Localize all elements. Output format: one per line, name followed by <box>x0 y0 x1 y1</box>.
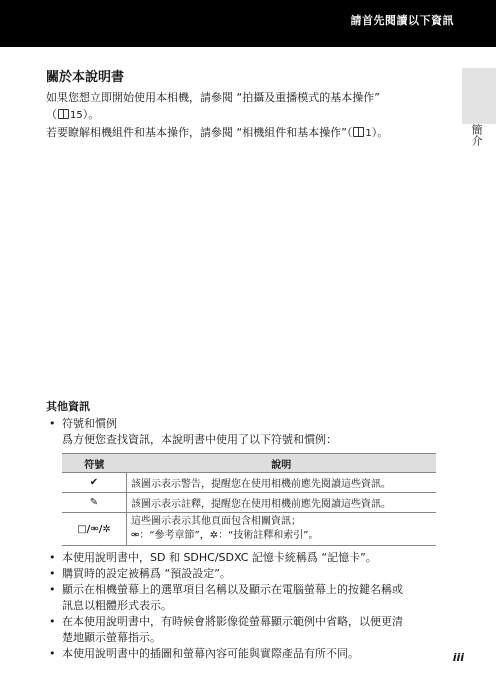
page-number: iii <box>452 651 464 664</box>
reference-icons: □/⚮/✲ <box>62 513 127 546</box>
about-paragraph-2: 若要瞭解相機組件和基本操作，請參閱 “相機組件和基本操作”（ 1）。 <box>46 126 389 139</box>
header-bar <box>0 0 496 47</box>
table-row <box>62 513 436 546</box>
list-item: • 在本使用說明書中，有時候會將影像從螢幕顯示範例中省略，以便更清 楚地顯示螢幕指示。 <box>46 614 466 646</box>
note-icon: ✎ <box>62 493 127 513</box>
symbols-table <box>62 453 436 546</box>
list-item: • 本使用說明書中，SD 和 SDHC/SDXC 記憶卡統稱爲 “記憶卡”。 <box>46 550 466 566</box>
other-info-section <box>46 398 466 662</box>
section-header: 請首先閱讀以下資訊 <box>350 14 454 27</box>
table-cell: 這些圖示表示其他頁面包含相關資訊； ⚮：“參考章節”，✲：“技術註釋和索引”。 <box>127 513 437 546</box>
list-item: • 本使用說明書中的插圖和螢幕內容可能與實際產品有所不同。 <box>46 646 466 662</box>
table-row <box>62 493 436 513</box>
symbols-intro: 爲方便您查找資訊，本說明書中使用了以下符號和慣例： <box>62 433 337 446</box>
other-info-title: 其他資訊 <box>46 400 90 413</box>
book-icon <box>353 127 364 137</box>
table-header-description: 說明 <box>127 454 437 473</box>
about-paragraph-1: 如果您想立即開始使用本相機，請參閱 “拍攝及重播模式的基本操作” （ 15）。 <box>46 91 380 121</box>
list-item: • 顯示在相機螢幕上的選單項目名稱以及顯示在電腦螢幕上的按鍵名稱或 訊息以粗體形式表示。 <box>46 582 466 614</box>
book-icon <box>58 109 69 119</box>
list-item: • 符號和慣例 <box>46 416 466 432</box>
table-cell: 該圖示表示警告，提醒您在使用相機前應先閱讀這些資訊。 <box>127 473 437 493</box>
side-tab-label: 簡介 <box>470 124 483 146</box>
side-tab <box>462 68 496 124</box>
table-header-symbol: 符號 <box>62 454 127 473</box>
table-cell: 該圖示表示註釋，提醒您在使用相機前應先閱讀這些資訊。 <box>127 493 437 513</box>
list-item: • 購買時的設定被稱爲 “預設設定”。 <box>46 566 466 582</box>
table-row <box>62 473 436 493</box>
about-title: 關於本說明書 <box>46 70 125 85</box>
about-section <box>46 66 456 142</box>
warning-icon: ✔ <box>62 473 127 493</box>
